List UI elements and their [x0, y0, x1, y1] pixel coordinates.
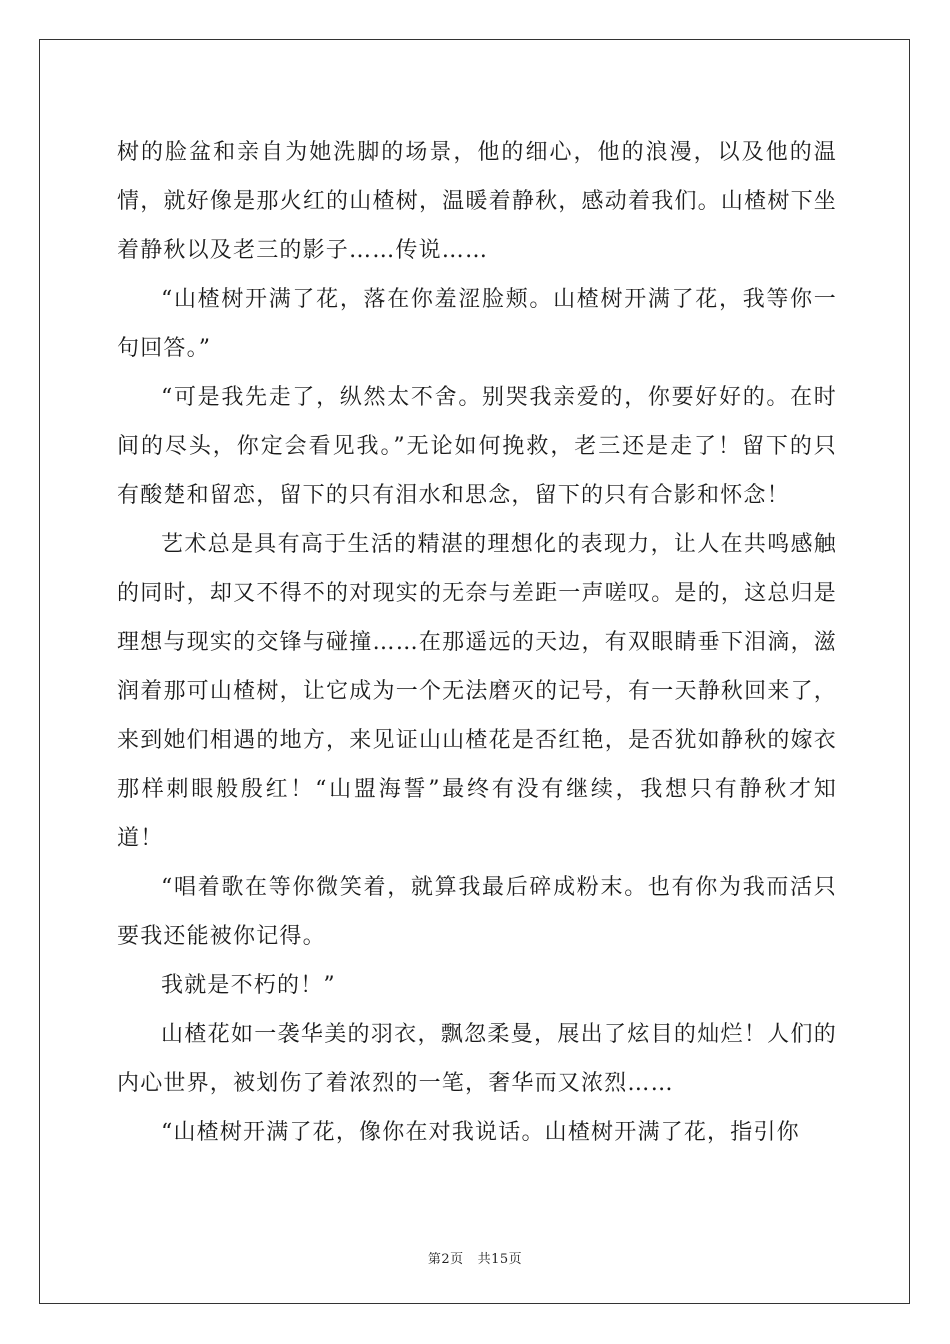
- paragraph-3: “可是我先走了，纵然太不舍。别哭我亲爱的，你要好好的。在时间的尽头，你定会看见我。”无论如何挽救，老三还是走了！留下的只有酸楚和留恋，留下的只有泪水和思念，留下的只有合影和怀念！: [117, 385, 837, 508]
- paragraph-5: “唱着歌在等你微笑着，就算我最后碎成粉末。也有你为我而活只要我还能被你记得。: [117, 875, 837, 949]
- paragraph-1: 树的脸盆和亲自为她洗脚的场景，他的细心，他的浪漫，以及他的温情，就好像是那火红的山楂树，温暖着静秋，感动着我们。山楂树下坐着静秋以及老三的影子……传说……: [117, 140, 837, 263]
- document-body: [117, 128, 837, 1157]
- paragraph-8: “山楂树开满了花，像你在对我说话。山楂树开满了花，指引你: [161, 1120, 800, 1145]
- page-footer: [0, 1248, 950, 1267]
- paragraph-4: 艺术总是具有高于生活的精湛的理想化的表现力，让人在共鸣感触的同时，却又不得不的对现实的无奈与差距一声嗟叹。是的，这总归是理想与现实的交锋与碰撞……在那遥远的天边，有双眼睛垂下泪滴，滋润着那可山楂树，让它成为一个无法磨灭的记号，有一天静秋回来了，来到她们相遇的地方，来见证山山楂花是否红艳，是否犹如静秋的嫁衣那样刺眼般殷红！“山盟海誓”最终有没有继续，我想只有静秋才知道！: [117, 532, 837, 851]
- paragraph-2: “山楂树开满了花，落在你羞涩脸颊。山楂树开满了花，我等你一句回答。”: [117, 287, 837, 361]
- page-number: 第2页: [427, 1252, 464, 1267]
- page-total: 共15页: [477, 1252, 523, 1267]
- paragraph-7: 山楂花如一袭华美的羽衣，飘忽柔曼，展出了炫目的灿烂！人们的内心世界，被划伤了着浓烈的一笔，奢华而又浓烈……: [117, 1022, 837, 1096]
- paragraph-6: 我就是不朽的！”: [161, 973, 336, 998]
